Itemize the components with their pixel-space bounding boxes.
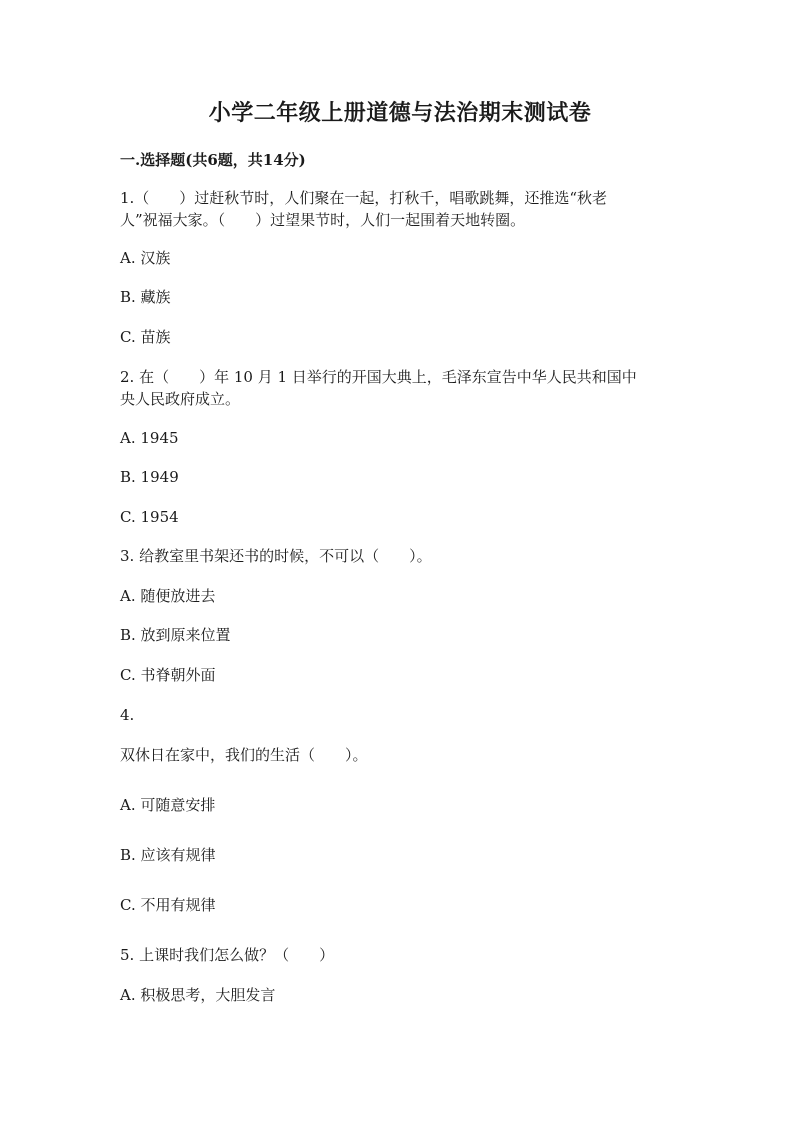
question-2-option-a: A. 1945 [120, 429, 179, 447]
question-4-stem: 双休日在家中，我们的生活（ ）。 [120, 746, 368, 764]
question-4-number: 4. [120, 706, 135, 724]
question-1-option-b: B. 藏族 [120, 288, 171, 306]
question-1-option-a: A. 汉族 [120, 249, 171, 267]
question-3-stem: 3. 给教室里书架还书的时候，不可以（ ）。 [120, 547, 432, 565]
question-1-option-c: C. 苗族 [120, 328, 171, 346]
question-2-stem-line-1: 2. 在（ ）年 10 月 1 日举行的开国大典上，毛泽东宣告中华人民共和国中 [120, 368, 637, 386]
question-4-option-b: B. 应该有规律 [120, 846, 216, 864]
question-2-option-c: C. 1954 [120, 508, 179, 526]
question-1-stem-line-2: 人”祝福大家。（ ）过望果节时，人们一起围着天地转圈。 [120, 211, 526, 229]
question-3-option-a: A. 随便放进去 [120, 587, 216, 605]
question-5-stem: 5. 上课时我们怎么做？（ ） [120, 946, 335, 964]
page-title: 小学二年级上册道德与法治期末测试卷 [208, 100, 592, 126]
question-5-option-a: A. 积极思考，大胆发言 [120, 986, 276, 1004]
question-2-stem-line-2: 央人民政府成立。 [120, 390, 241, 408]
question-1-stem-line-1: 1.（ ）过赶秋节时，人们聚在一起，打秋千，唱歌跳舞，还推选“秋老 [120, 189, 607, 207]
question-4-option-a: A. 可随意安排 [120, 796, 216, 814]
question-4-option-c: C. 不用有规律 [120, 896, 216, 914]
section-heading: 一.选择题(共6题，共14分) [120, 151, 306, 169]
question-3-option-b: B. 放到原来位置 [120, 626, 231, 644]
question-2-option-b: B. 1949 [120, 468, 179, 486]
question-3-option-c: C. 书脊朝外面 [120, 666, 216, 684]
